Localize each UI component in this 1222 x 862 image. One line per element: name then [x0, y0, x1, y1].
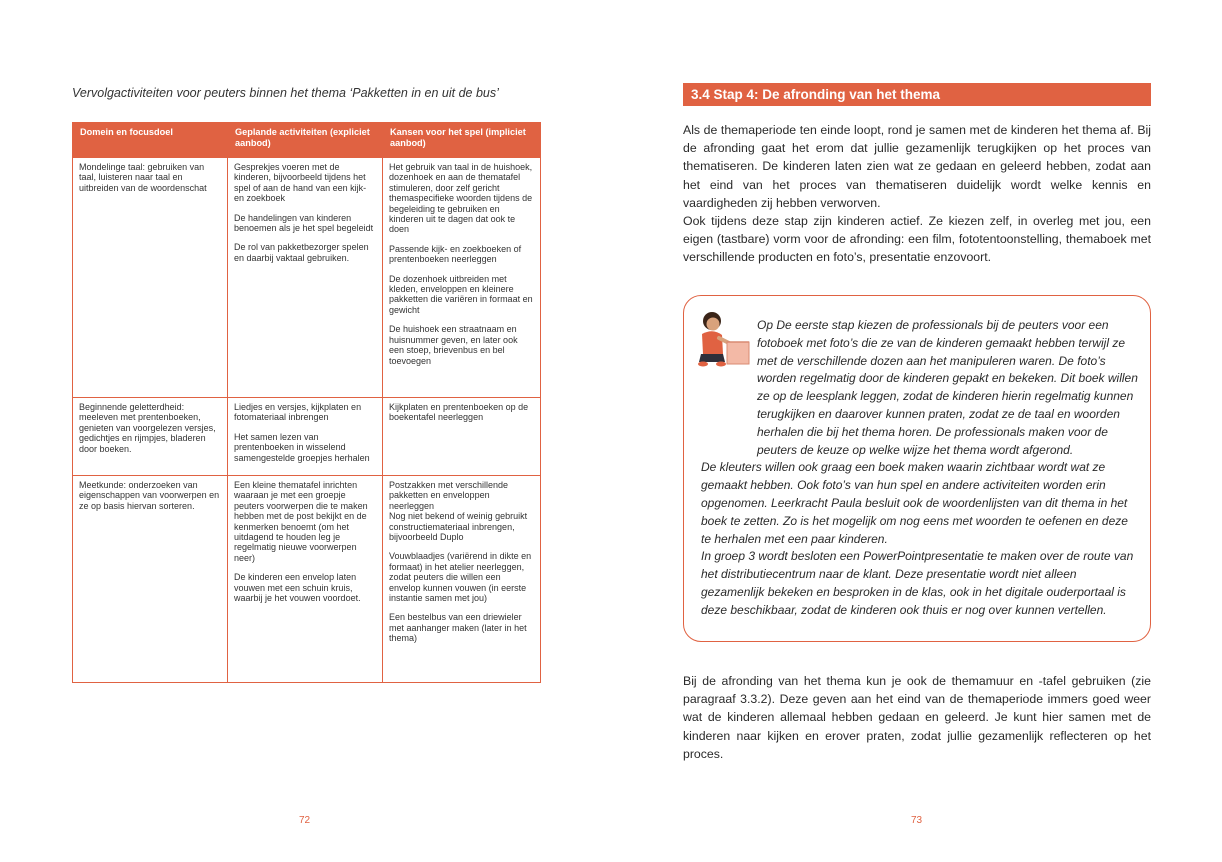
- callout-text: [701, 317, 1141, 620]
- cell-text: Nog niet bekend of weinig gebruikt constructiemateriaal inbrengen, bijvoorbeeld Duplo: [389, 511, 528, 543]
- cell-planned: [228, 398, 383, 476]
- table-row: [73, 398, 541, 476]
- table-header-row: [73, 123, 541, 158]
- cell-text: Postzakken met verschillende pakketten en enveloppen neerleggen: [389, 480, 509, 511]
- cell-text: De rol van pakketbezorger spelen en daarbij vaktaal gebruiken.: [234, 242, 369, 263]
- cell-text: Vouwblaadjes (variërend in dikte en formaat) in het atelier neerleggen, zodat peuters die willen een envelop kunnen vouwen (in eerste instantie samen met jou): [389, 551, 532, 604]
- cell-text: Liedjes en versjes, kijkplaten en fotomateriaal inbrengen: [234, 402, 362, 423]
- cell-domain: [73, 158, 228, 398]
- cell-text: Beginnende geletterdheid: meeleven met prentenboeken, genieten van voorgelezen versjes, gedichtjes en rijmpjes, bladeren door boeken.: [79, 402, 216, 454]
- cell-text: Passende kijk- en zoekboeken of prentenboeken neerleggen: [389, 243, 522, 265]
- cell-text: Het gebruik van taal in de huishoek, dozenhoek en aan de thematafel stimuleren, door zelf gericht themaspecifieke woorden tijdens de begeleiding te gebruiken en kinderen uit te dagen dat ook te doen: [389, 162, 533, 235]
- cell-chances: [383, 476, 541, 683]
- cell-domain: [73, 398, 228, 476]
- cell-planned: [228, 476, 383, 683]
- cell-text: De dozenhoek uitbreiden met kleden, enveloppen en kleinere pakketten die variëren in formaat en gewicht: [389, 273, 533, 315]
- callout-paragraph: Op De eerste stap kiezen de professionals bij de peuters voor een fotoboek met foto’s die ze van de kinderen gemaakt hebben terwijl ze met de verschillende dozen aan het manipuleren waren. De foto’s worden regelmatig door de kinderen gepakt en bekeken. Dit boek willen ze op de leesplank leggen, zodat de kinderen hierin regelmatig kunnen terugkijken en daarover kunnen praten, zodat ze de taal en woorden herhalen die bij het thema horen. De professionals maken voor de peuters de keuze op welke wijze het thema wordt afgerond.: [757, 318, 1138, 457]
- cell-chances: [383, 158, 541, 398]
- page-number-left: 72: [299, 815, 311, 826]
- table-caption: Vervolgactiviteiten voor peuters binnen het thema ‘Pakketten in en uit de bus’: [72, 86, 499, 100]
- cell-text: Het samen lezen van prentenboeken in wisselend samengestelde groepjes herhalen: [234, 431, 370, 463]
- header-domain: Domein en focusdoel: [73, 123, 228, 158]
- intro-text: [683, 121, 1151, 267]
- table-row: [73, 476, 541, 683]
- cell-chances: [383, 398, 541, 476]
- cell-planned: [228, 158, 383, 398]
- intro-paragraph: Ook tijdens deze stap zijn kinderen actief. Ze kiezen zelf, in overleg met jou, een eigen (tastbare) vorm voor de afronding: een film, fototentoonstelling, themaboek met verschillende producten en foto’s, presentatie enzovoort.: [683, 214, 1151, 265]
- closing-paragraph: Bij de afronding van het thema kun je ook de themamuur en -tafel gebruiken (zie paragraaf 3.3.2). Deze geven aan het eind van de themaperiode immers goed weer wat de kinderen allemaal hebben gedaan en geleerd. Je kunt hier samen met de kinderen naar kijken en erover praten, zodat jullie gezamenlijk reflecteren op het proces.: [683, 674, 1151, 761]
- cell-text: De kinderen een envelop laten vouwen met een schuin kruis, waarbij je het vouwen voordoet.: [234, 572, 361, 604]
- intro-paragraph: Als de themaperiode ten einde loopt, rond je samen met de kinderen het thema af. Bij de afronding gaat het erom dat jullie gezamenlijk terugkijken op het proces van thematiseren. De kinderen laten zien wat ze gedaan en geleerd hebben, zodat aan het eind van het proces van thematiseren duidelijk wordt welke kennis en vaardigheden zij hebben verworven.: [683, 123, 1151, 210]
- cell-text: Meetkunde: onderzoeken van eigenschappen van voorwerpen en ze op basis hiervan sorteren.: [79, 480, 220, 511]
- section-heading: 3.4 Stap 4: De afronding van het thema: [683, 83, 1151, 106]
- closing-text: [683, 672, 1151, 763]
- cell-text: De huishoek een straatnaam en huisnummer geven, en later ook een stoep, brievenbus en bel toevoegen: [389, 324, 518, 366]
- right-page: [611, 0, 1222, 862]
- cell-text: Mondelinge taal: gebruiken van taal, luisteren naar taal en uitbreiden van de woordenschat: [79, 162, 207, 193]
- cell-text: Een bestelbus van een driewieler met aanhanger maken (later in het thema): [389, 612, 527, 644]
- activities-table: [72, 122, 541, 683]
- callout-paragraph: In groep 3 wordt besloten een PowerPointpresentatie te maken over de route van het distributiecentrum naar de klant. Deze presentatie wordt niet alleen gezamenlijk bekeken en besproken in de klas, ook in het digitale ouderportaal is deze beschikbaar, zodat de kinderen ook thuis er nog over kunnen vertellen.: [701, 549, 1134, 617]
- cell-text: Kijkplaten en prentenboeken op de boekentafel neerleggen: [389, 402, 529, 423]
- table-row: [73, 158, 541, 398]
- header-chances: Kansen voor het spel (impliciet aanbod): [383, 123, 541, 158]
- cell-text: De handelingen van kinderen benoemen als je het spel begeleidt: [234, 212, 374, 234]
- cell-domain: [73, 476, 228, 683]
- cell-text: Gesprekjes voeren met de kinderen, bijvoorbeeld tijdens het spel of aan de hand van een kijk- en zoekboek: [234, 162, 367, 204]
- callout-paragraph: De kleuters willen ook graag een boek maken waarin zichtbaar wordt wat ze gemaakt hebben. Ook foto’s van hun spel en andere activiteiten worden erin opgenomen. Leerkracht Paula besluit ook de woordenlijsten van dit thema in het boek te zetten. Zo is het mogelijk om nog eens met woorden te oefenen en deze te herhalen met een paar kinderen.: [701, 460, 1128, 546]
- page-number-right: 73: [911, 815, 923, 826]
- cell-text: Een kleine thematafel inrichten waaraan je met een groepje peuters voorwerpen die te maken hebben met de post bekijkt en de kenmerken benoemt (om het uitdagend te houden leg je regelmatig nieuwe voorwerpen neer): [234, 480, 368, 563]
- header-planned: Geplande activiteiten (expliciet aanbod): [228, 123, 383, 158]
